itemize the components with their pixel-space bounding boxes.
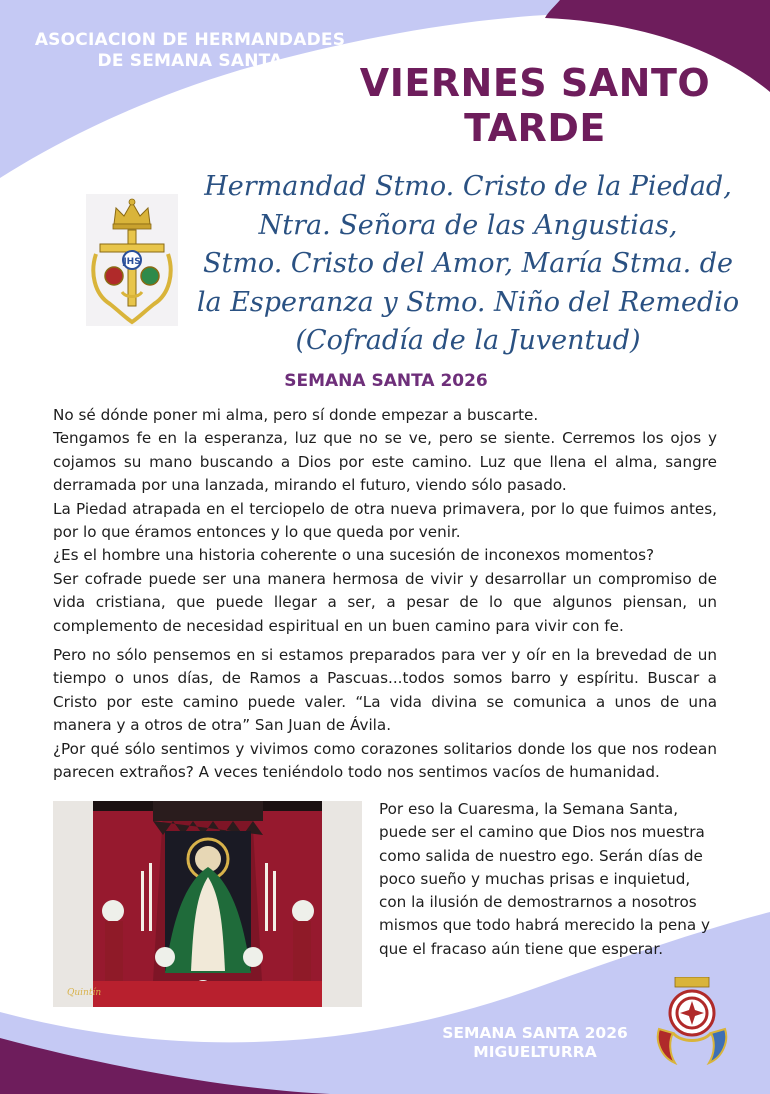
page-title-line1: VIERNES SANTO [359, 61, 711, 105]
association-name-line1: ASOCIACION DE HERMANDADES [34, 30, 346, 50]
page-title [335, 60, 735, 150]
paragraph: No sé dónde poner mi alma, pero sí donde empezar a buscarte. [53, 406, 539, 424]
page-title-line2: TARDE [464, 106, 606, 150]
association-name-line2: DE SEMANA SANTA [97, 51, 283, 71]
section-heading: SEMANA SANTA 2026 [284, 371, 488, 391]
virgin-altar-photo [53, 801, 362, 1007]
paragraph: La Piedad atrapada en el terciopelo de otra nueva primavera, por lo que fuimos antes, por lo que éramos entonces y lo que queda por venir. [53, 499, 717, 542]
side-column-text [379, 798, 719, 961]
association-name [20, 30, 360, 72]
footer-line2: MIGUELTURRA [473, 1043, 597, 1061]
brotherhood-name-line3: Stmo. Cristo del Amor, María Stma. de [202, 248, 734, 279]
photo-watermark: Quintín [67, 988, 102, 998]
brotherhood-name-line4: la Esperanza y Stmo. Niño del Remedio [196, 286, 740, 318]
brotherhood-name-line2: Ntra. Señora de las Angustias, [258, 209, 678, 241]
brotherhood-name [188, 168, 748, 361]
article-body [53, 404, 717, 785]
footer-label [410, 1024, 660, 1062]
municipal-crest-icon [645, 977, 739, 1065]
paragraph: ¿Es el hombre una historia coherente o una sucesión de inconexos momentos? [53, 546, 655, 565]
paragraph: Tengamos fe en la esperanza, luz que no se ve, pero se siente. Cerremos los ojos y cojamos su mano buscando a Dios por este camino. Luz que llena el alma, sangre derramada por una lanzada, mirando el futuro, viendo sólo pasado. [53, 429, 717, 495]
svg-text:JHS: JHS [123, 257, 141, 267]
paragraph: Ser cofrade puede ser una manera hermosa de vivir y desarrollar un compromiso de vida cristiana, que puede llegar a ser, a pesar de lo que algunos piensan, un complemento de necesidad espiritual en un buen camino para vivir con fe. [53, 569, 717, 635]
paragraph: Por eso la Cuaresma, la Semana Santa, puede ser el camino que Dios nos muestra como salida de nuestro ego. Serán días de poco sueño y muchas prisas e inquietud, con la ilusión de demostrarnos a nosotros mismos que todo habrá merecido la pena y que el fracaso aún tiene que esperar. [379, 800, 710, 958]
brotherhood-name-line5: (Cofradía de la Juventud) [295, 325, 641, 356]
brotherhood-name-line1: Hermandad Stmo. Cristo de la Piedad, [204, 171, 732, 202]
paragraph: ¿Por qué sólo sentimos y vivimos como corazones solitarios donde los que nos rodean parecen extraños? A veces teniéndolo todo nos sentimos vacíos de humanidad. [53, 739, 717, 782]
paragraph: Pero no sólo pensemos en si estamos preparados para ver y oír en la brevedad de un tiempo o unos días, de Ramos a Pascuas...todos somos barro y espíritu. Buscar a Cristo por este camino puede valer. “La vida divina se comunica a unos de una manera y a otros de otra” San Juan de Ávila. [53, 646, 717, 735]
brotherhood-crest-icon [86, 194, 178, 326]
footer-line1: SEMANA SANTA 2026 [442, 1024, 628, 1042]
